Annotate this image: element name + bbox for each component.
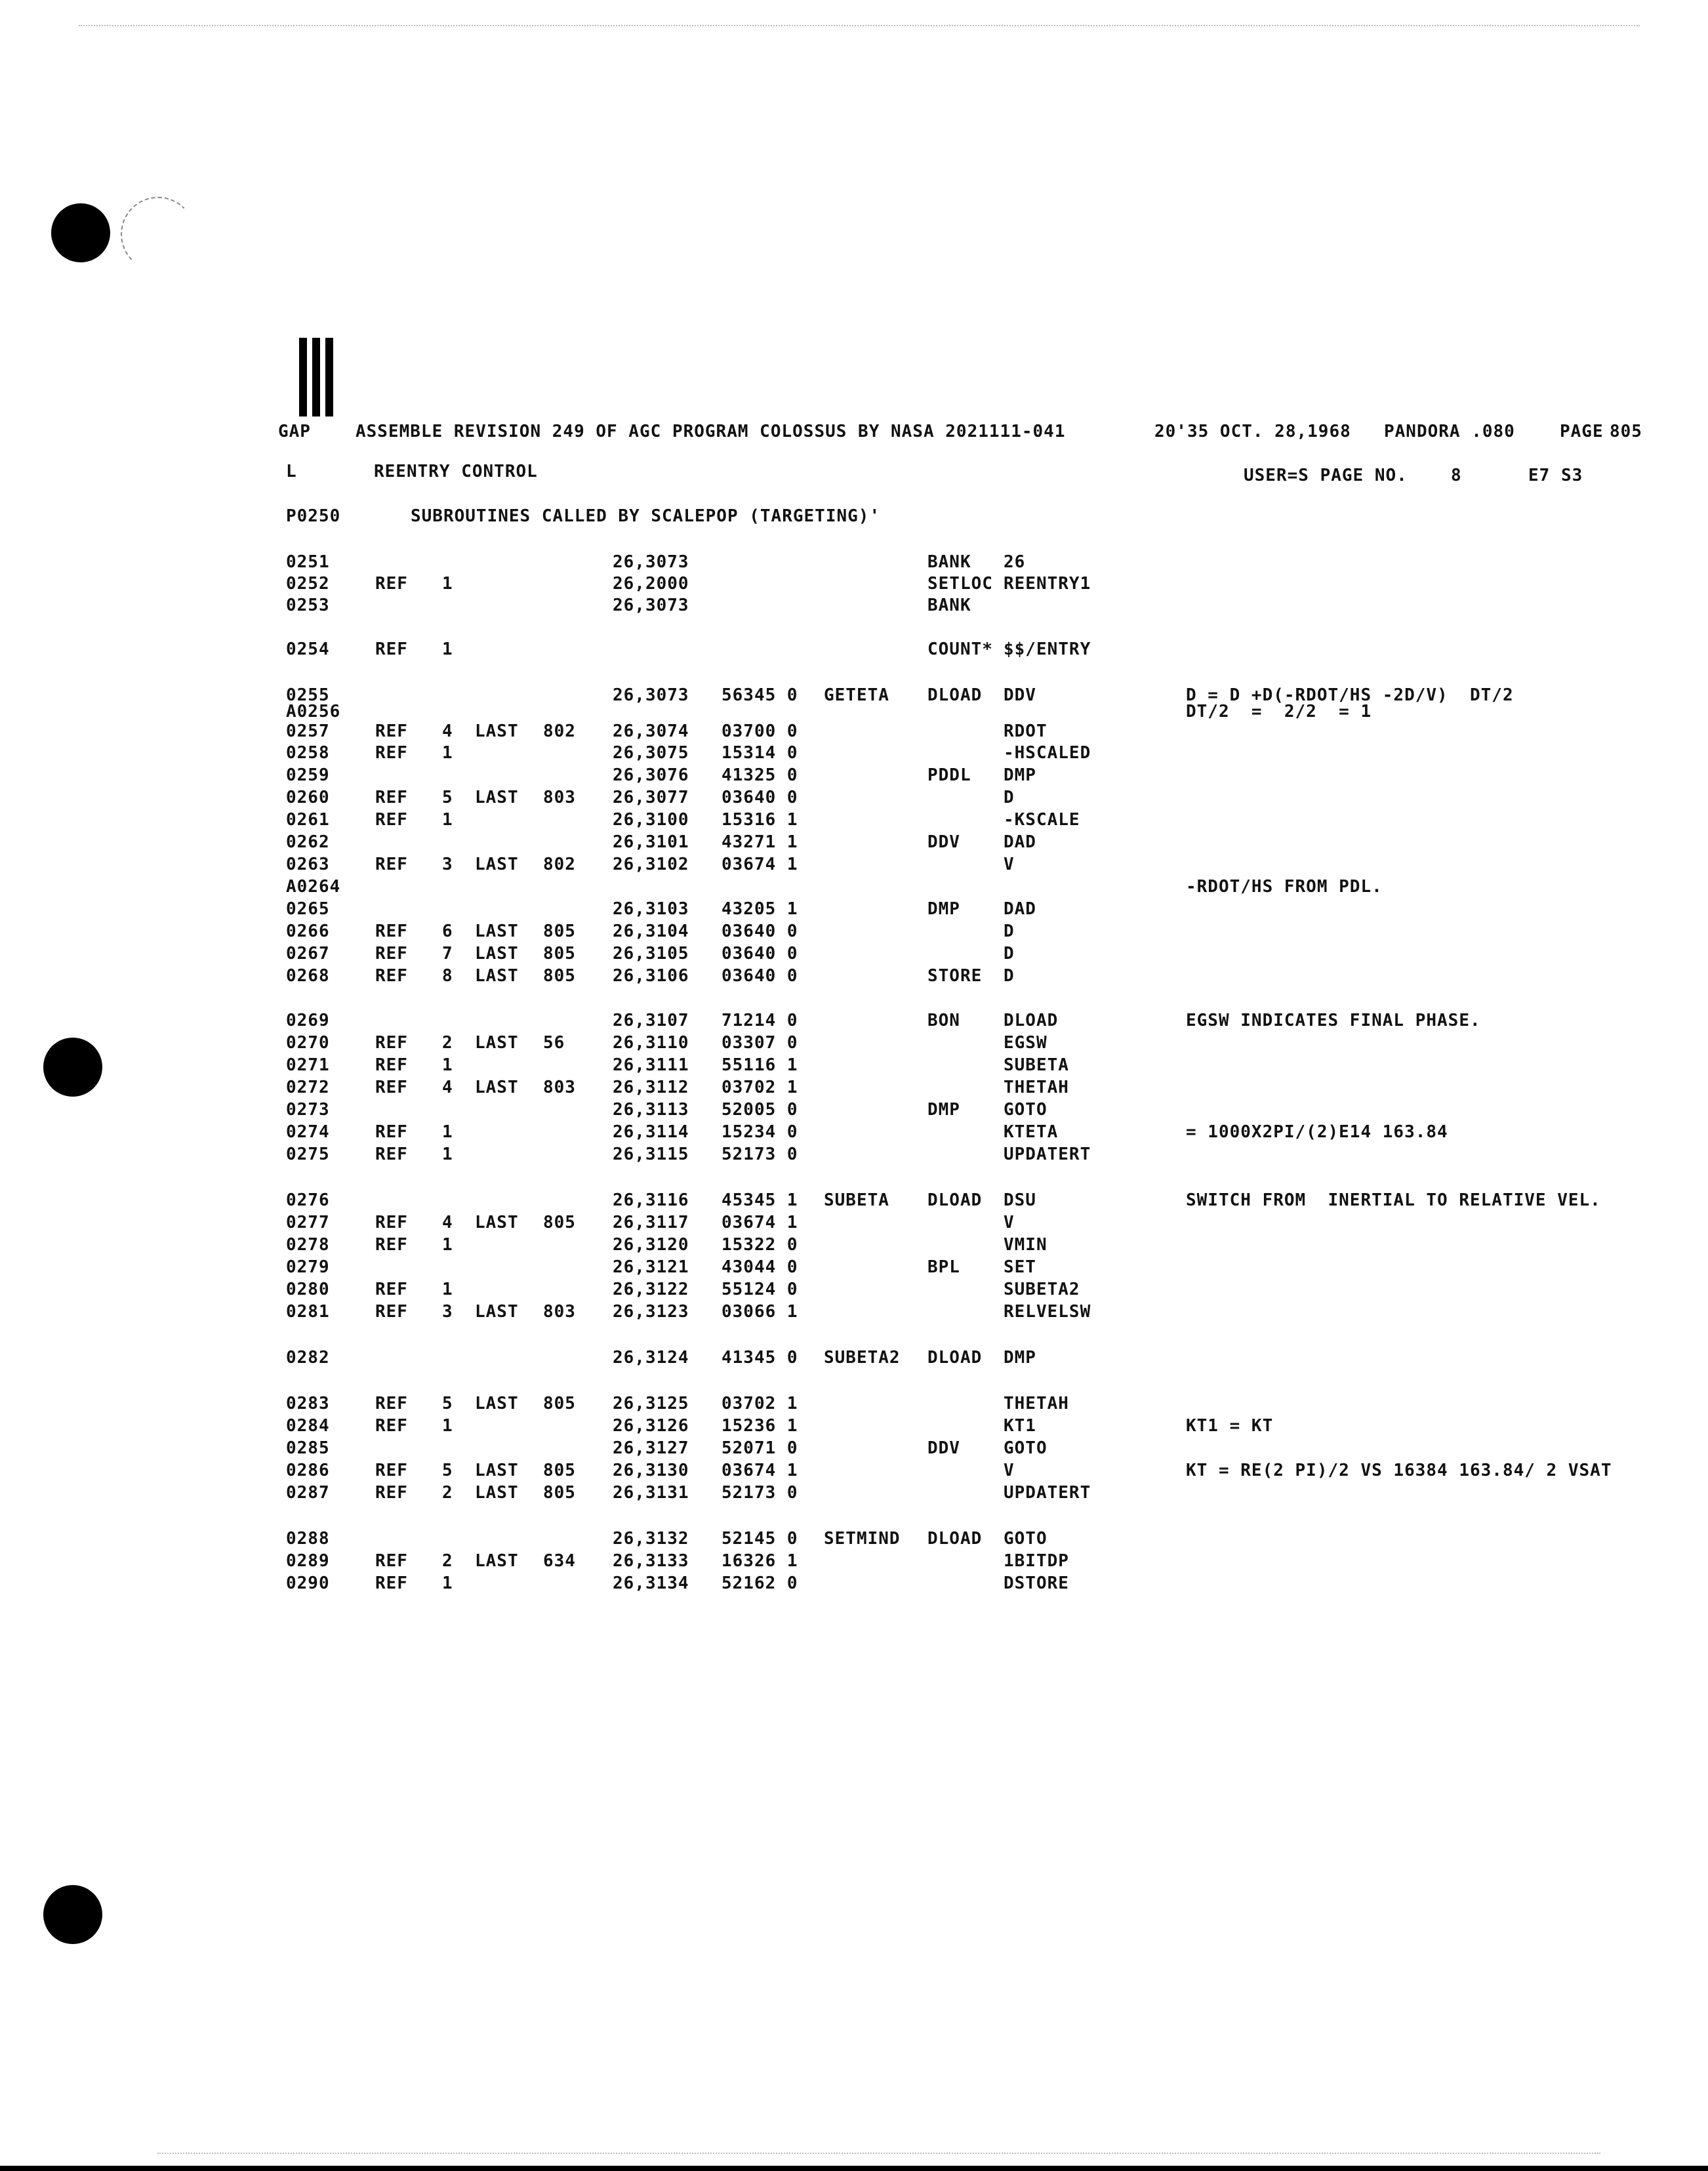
row-0260-object-code: 03640 0 <box>722 788 798 807</box>
row-0282-object-code: 41345 0 <box>722 1348 798 1368</box>
row-0254-opcode: COUNT* <box>927 639 993 659</box>
row-0281-last-page: 803 <box>543 1302 576 1322</box>
row-0286-comment: KT = RE(2 PI)/2 VS 16384 163.84/ 2 VSAT <box>1186 1461 1612 1480</box>
row-0266-last-page: 805 <box>543 922 576 941</box>
row-0273-operand: GOTO <box>1004 1100 1047 1120</box>
row-0270-line-number: 0270 <box>286 1033 330 1053</box>
row-0267-line-number: 0267 <box>286 944 330 964</box>
row-0267-ref-count: 7 <box>442 944 453 964</box>
row-0254-line-number: 0254 <box>286 639 330 659</box>
row-0284-comment: KT1 = KT <box>1186 1416 1274 1436</box>
row-0273-opcode: DMP <box>927 1100 960 1120</box>
row-0273-line-number: 0273 <box>286 1100 330 1120</box>
row-0278-line-number: 0278 <box>286 1235 330 1255</box>
row-0268-ref-keyword: REF <box>375 966 408 986</box>
row-0261-line-number: 0261 <box>286 810 330 830</box>
row-0289-object-code: 16326 1 <box>722 1551 798 1571</box>
row-0281-line-number: 0281 <box>286 1302 330 1322</box>
row-0270-address: 26,3110 <box>613 1033 689 1053</box>
row-0266-line-number: 0266 <box>286 922 330 941</box>
row-0272-line-number: 0272 <box>286 1078 330 1097</box>
row-0276-object-code: 45345 1 <box>722 1190 798 1210</box>
row-0261-ref-keyword: REF <box>375 810 408 830</box>
row-0267-ref-keyword: REF <box>375 944 408 964</box>
row-0270-object-code: 03307 0 <box>722 1033 798 1053</box>
row-0268-address: 26,3106 <box>613 966 689 986</box>
row-0262-operand: DAD <box>1004 832 1036 852</box>
row-0255-address: 26,3073 <box>613 685 689 705</box>
row-0257-last-keyword: LAST <box>475 721 519 741</box>
row-0260-last-page: 803 <box>543 788 576 807</box>
row-0259-address: 26,3076 <box>613 765 689 785</box>
row-0255-comment: D = D +D(-RDOT/HS -2D/V) DT/2 <box>1186 685 1514 705</box>
row-0272-ref-keyword: REF <box>375 1078 408 1097</box>
row-0279-address: 26,3121 <box>613 1257 689 1277</box>
row-0260-ref-keyword: REF <box>375 788 408 807</box>
row-0266-last-keyword: LAST <box>475 922 519 941</box>
row-0284-address: 26,3126 <box>613 1416 689 1436</box>
row-0287-line-number: 0287 <box>286 1483 330 1503</box>
row-0260-last-keyword: LAST <box>475 788 519 807</box>
row-A0256-line-number: A0256 <box>286 702 341 721</box>
row-0257-ref-count: 4 <box>442 721 453 741</box>
row-0251-line-number: 0251 <box>286 552 330 572</box>
row-0285-operand: GOTO <box>1004 1438 1047 1458</box>
row-0289-last-page: 634 <box>543 1551 576 1571</box>
row-0271-object-code: 55116 1 <box>722 1055 798 1075</box>
row-0271-ref-keyword: REF <box>375 1055 408 1075</box>
row-0270-operand: EGSW <box>1004 1033 1047 1053</box>
row-0257-ref-keyword: REF <box>375 721 408 741</box>
row-0276-opcode: DLOAD <box>927 1190 983 1210</box>
row-0265-object-code: 43205 1 <box>722 899 798 919</box>
row-0261-ref-count: 1 <box>442 810 453 830</box>
row-0276-comment: SWITCH FROM INERTIAL TO RELATIVE VEL. <box>1186 1190 1601 1210</box>
row-0271-operand: SUBETA <box>1004 1055 1069 1075</box>
row-0288-operand: GOTO <box>1004 1529 1047 1549</box>
row-0262-object-code: 43271 1 <box>722 832 798 852</box>
header-title: ASSEMBLE REVISION 249 OF AGC PROGRAM COLOSSUS BY NASA 2021111-041 <box>356 422 1066 441</box>
row-0278-object-code: 15322 0 <box>722 1235 798 1255</box>
row-0274-ref-keyword: REF <box>375 1122 408 1142</box>
row-0286-line-number: 0286 <box>286 1461 330 1480</box>
row-0257-address: 26,3074 <box>613 721 689 741</box>
registration-bar-1 <box>299 338 307 416</box>
row-0277-line-number: 0277 <box>286 1213 330 1232</box>
row-0268-last-page: 805 <box>543 966 576 986</box>
row-0269-opcode: BON <box>927 1011 960 1030</box>
row-0267-last-keyword: LAST <box>475 944 519 964</box>
row-0267-address: 26,3105 <box>613 944 689 964</box>
row-0257-object-code: 03700 0 <box>722 721 798 741</box>
row-0281-operand: RELVELSW <box>1004 1302 1091 1322</box>
row-0289-ref-count: 2 <box>442 1551 453 1571</box>
row-0284-operand: KT1 <box>1004 1416 1036 1436</box>
row-0274-operand: KTETA <box>1004 1122 1059 1142</box>
row-0283-operand: THETAH <box>1004 1394 1069 1413</box>
row-0289-ref-keyword: REF <box>375 1551 408 1571</box>
row-0287-last-keyword: LAST <box>475 1483 519 1503</box>
user-page-number: 8 <box>1451 466 1462 485</box>
row-0259-opcode: PDDL <box>927 765 971 785</box>
row-0287-address: 26,3131 <box>613 1483 689 1503</box>
row-0276-line-number: 0276 <box>286 1190 330 1210</box>
row-0253-line-number: 0253 <box>286 596 330 615</box>
row-0277-address: 26,3117 <box>613 1213 689 1232</box>
row-0259-object-code: 41325 0 <box>722 765 798 785</box>
row-0269-line-number: 0269 <box>286 1011 330 1030</box>
row-0262-line-number: 0262 <box>286 832 330 852</box>
row-0281-ref-count: 3 <box>442 1302 453 1322</box>
row-0269-comment: EGSW INDICATES FINAL PHASE. <box>1186 1011 1481 1030</box>
row-0281-object-code: 03066 1 <box>722 1302 798 1322</box>
row-0290-address: 26,3134 <box>613 1573 689 1593</box>
row-0252-operand: REENTRY1 <box>1004 574 1091 594</box>
row-0272-ref-count: 4 <box>442 1078 453 1097</box>
header-page-number: 805 <box>1610 422 1642 441</box>
row-0283-last-keyword: LAST <box>475 1394 519 1413</box>
row-0255-object-code: 56345 0 <box>722 685 798 705</box>
row-0281-last-keyword: LAST <box>475 1302 519 1322</box>
row-0271-address: 26,3111 <box>613 1055 689 1075</box>
row-0288-address: 26,3132 <box>613 1529 689 1549</box>
row-0285-object-code: 52071 0 <box>722 1438 798 1458</box>
row-0287-operand: UPDATERT <box>1004 1483 1091 1503</box>
row-0288-opcode: DLOAD <box>927 1529 983 1549</box>
row-0286-object-code: 03674 1 <box>722 1461 798 1480</box>
row-0272-object-code: 03702 1 <box>722 1078 798 1097</box>
row-0269-address: 26,3107 <box>613 1011 689 1030</box>
row-0276-operand: DSU <box>1004 1190 1036 1210</box>
row-0277-ref-count: 4 <box>442 1213 453 1232</box>
row-0260-operand: D <box>1004 788 1015 807</box>
row-0275-object-code: 52173 0 <box>722 1145 798 1164</box>
row-0280-line-number: 0280 <box>286 1280 330 1299</box>
row-A0256-comment: DT/2 = 2/2 = 1 <box>1186 702 1372 721</box>
row-0268-object-code: 03640 0 <box>722 966 798 986</box>
row-0252-opcode: SETLOC <box>927 574 993 594</box>
section-letter: L <box>286 462 297 481</box>
row-0270-ref-count: 2 <box>442 1033 453 1053</box>
row-0272-last-page: 803 <box>543 1078 576 1097</box>
row-0286-ref-keyword: REF <box>375 1461 408 1480</box>
row-0279-operand: SET <box>1004 1257 1036 1277</box>
row-0282-label: SUBETA2 <box>824 1348 901 1368</box>
row-0271-ref-count: 1 <box>442 1055 453 1075</box>
row-0284-ref-count: 1 <box>442 1416 453 1436</box>
row-0284-line-number: 0284 <box>286 1416 330 1436</box>
row-0274-ref-count: 1 <box>442 1122 453 1142</box>
row-0273-address: 26,3113 <box>613 1100 689 1120</box>
row-0279-opcode: BPL <box>927 1257 960 1277</box>
row-0289-operand: 1BITDP <box>1004 1551 1069 1571</box>
row-0280-address: 26,3122 <box>613 1280 689 1299</box>
row-0265-operand: DAD <box>1004 899 1036 919</box>
row-0272-address: 26,3112 <box>613 1078 689 1097</box>
row-0274-object-code: 15234 0 <box>722 1122 798 1142</box>
row-0286-last-page: 805 <box>543 1461 576 1480</box>
heading-text: SUBROUTINES CALLED BY SCALEPOP (TARGETING)' <box>411 506 881 526</box>
row-0265-line-number: 0265 <box>286 899 330 919</box>
header-mark: GAP <box>278 422 311 441</box>
row-0279-object-code: 43044 0 <box>722 1257 798 1277</box>
row-0285-opcode: DDV <box>927 1438 960 1458</box>
punch-hole-ring <box>121 197 195 272</box>
row-0267-object-code: 03640 0 <box>722 944 798 964</box>
row-0261-operand: -KSCALE <box>1004 810 1080 830</box>
row-0290-ref-keyword: REF <box>375 1573 408 1593</box>
row-0271-line-number: 0271 <box>286 1055 330 1075</box>
row-0262-opcode: DDV <box>927 832 960 852</box>
row-0254-ref-count: 1 <box>442 639 453 659</box>
row-0272-operand: THETAH <box>1004 1078 1069 1097</box>
row-0262-address: 26,3101 <box>613 832 689 852</box>
row-0278-ref-count: 1 <box>442 1235 453 1255</box>
row-0288-object-code: 52145 0 <box>722 1529 798 1549</box>
row-0287-last-page: 805 <box>543 1483 576 1503</box>
row-0267-last-page: 805 <box>543 944 576 964</box>
row-0281-ref-keyword: REF <box>375 1302 408 1322</box>
row-0268-last-keyword: LAST <box>475 966 519 986</box>
row-0277-operand: V <box>1004 1213 1015 1232</box>
row-0274-line-number: 0274 <box>286 1122 330 1142</box>
row-0258-address: 26,3075 <box>613 743 689 763</box>
row-0289-last-keyword: LAST <box>475 1551 519 1571</box>
row-0255-opcode: DLOAD <box>927 685 983 705</box>
row-0280-ref-keyword: REF <box>375 1280 408 1299</box>
row-0290-ref-count: 1 <box>442 1573 453 1593</box>
header-datetime: 20'35 OCT. 28,1968 <box>1154 422 1351 441</box>
row-0268-opcode: STORE <box>927 966 983 986</box>
section-title: REENTRY CONTROL <box>374 462 538 481</box>
row-0282-line-number: 0282 <box>286 1348 330 1368</box>
row-0290-object-code: 52162 0 <box>722 1573 798 1593</box>
row-0287-object-code: 52173 0 <box>722 1483 798 1503</box>
row-0275-address: 26,3115 <box>613 1145 689 1164</box>
row-0251-opcode: BANK <box>927 552 971 572</box>
row-0275-ref-keyword: REF <box>375 1145 408 1164</box>
row-0263-object-code: 03674 1 <box>722 855 798 874</box>
row-0258-ref-count: 1 <box>442 743 453 763</box>
row-0266-operand: D <box>1004 922 1015 941</box>
row-A0264-line-number: A0264 <box>286 877 341 897</box>
row-0273-object-code: 52005 0 <box>722 1100 798 1120</box>
heading-id: P0250 <box>286 506 341 526</box>
row-0277-last-page: 805 <box>543 1213 576 1232</box>
row-0284-object-code: 15236 1 <box>722 1416 798 1436</box>
row-0259-line-number: 0259 <box>286 765 330 785</box>
row-0269-object-code: 71214 0 <box>722 1011 798 1030</box>
punch-hole-middle <box>43 1038 102 1097</box>
row-0251-address: 26,3073 <box>613 552 689 572</box>
row-0254-operand: $$/ENTRY <box>1004 639 1091 659</box>
row-0284-ref-keyword: REF <box>375 1416 408 1436</box>
row-0263-last-keyword: LAST <box>475 855 519 874</box>
row-0257-operand: RDOT <box>1004 721 1047 741</box>
row-0258-operand: -HSCALED <box>1004 743 1091 763</box>
row-0283-ref-count: 5 <box>442 1394 453 1413</box>
row-0265-opcode: DMP <box>927 899 960 919</box>
row-0286-ref-count: 5 <box>442 1461 453 1480</box>
row-0251-operand: 26 <box>1004 552 1026 572</box>
row-0276-address: 26,3116 <box>613 1190 689 1210</box>
row-0287-ref-keyword: REF <box>375 1483 408 1503</box>
row-0252-address: 26,2000 <box>613 574 689 594</box>
row-0276-label: SUBETA <box>824 1190 889 1210</box>
row-0274-address: 26,3114 <box>613 1122 689 1142</box>
row-0282-address: 26,3124 <box>613 1348 689 1368</box>
row-0279-line-number: 0279 <box>286 1257 330 1277</box>
row-0255-label: GETETA <box>824 685 889 705</box>
punch-hole-top <box>51 203 110 262</box>
row-0277-object-code: 03674 1 <box>722 1213 798 1232</box>
row-0263-address: 26,3102 <box>613 855 689 874</box>
row-0252-ref-count: 1 <box>442 574 453 594</box>
row-0266-ref-keyword: REF <box>375 922 408 941</box>
row-0277-ref-keyword: REF <box>375 1213 408 1232</box>
scan-noise-bottom <box>157 2153 1600 2154</box>
row-0270-last-page: 56 <box>543 1033 565 1053</box>
row-0275-line-number: 0275 <box>286 1145 330 1164</box>
punch-hole-bottom <box>43 1885 102 1944</box>
row-0289-address: 26,3133 <box>613 1551 689 1571</box>
row-0288-label: SETMIND <box>824 1529 901 1549</box>
row-0252-ref-keyword: REF <box>375 574 408 594</box>
header-right-code: E7 S3 <box>1528 466 1583 485</box>
row-0268-ref-count: 8 <box>442 966 453 986</box>
row-0258-line-number: 0258 <box>286 743 330 763</box>
row-0267-operand: D <box>1004 944 1015 964</box>
row-0289-line-number: 0289 <box>286 1551 330 1571</box>
row-0252-line-number: 0252 <box>286 574 330 594</box>
row-0274-comment: = 1000X2PI/(2)E14 163.84 <box>1186 1122 1448 1142</box>
row-0260-line-number: 0260 <box>286 788 330 807</box>
row-0281-address: 26,3123 <box>613 1302 689 1322</box>
row-0261-object-code: 15316 1 <box>722 810 798 830</box>
row-0268-line-number: 0268 <box>286 966 330 986</box>
row-0282-operand: DMP <box>1004 1348 1036 1368</box>
row-0283-last-page: 805 <box>543 1394 576 1413</box>
row-0286-address: 26,3130 <box>613 1461 689 1480</box>
row-0277-last-keyword: LAST <box>475 1213 519 1232</box>
row-0260-ref-count: 5 <box>442 788 453 807</box>
row-0253-address: 26,3073 <box>613 596 689 615</box>
row-0278-address: 26,3120 <box>613 1235 689 1255</box>
row-0290-line-number: 0290 <box>286 1573 330 1593</box>
row-0263-line-number: 0263 <box>286 855 330 874</box>
user-page-label: USER=S PAGE NO. <box>1244 466 1408 485</box>
row-0278-operand: VMIN <box>1004 1235 1047 1255</box>
row-0261-address: 26,3100 <box>613 810 689 830</box>
row-A0264-comment: -RDOT/HS FROM PDL. <box>1186 877 1383 897</box>
row-0257-last-page: 802 <box>543 721 576 741</box>
row-0266-object-code: 03640 0 <box>722 922 798 941</box>
header-system: PANDORA .080 <box>1384 422 1515 441</box>
row-0263-operand: V <box>1004 855 1015 874</box>
row-0286-last-keyword: LAST <box>475 1461 519 1480</box>
row-0288-line-number: 0288 <box>286 1529 330 1549</box>
row-0269-operand: DLOAD <box>1004 1011 1059 1030</box>
row-0263-ref-keyword: REF <box>375 855 408 874</box>
registration-bar-2 <box>312 338 320 416</box>
row-0272-last-keyword: LAST <box>475 1078 519 1097</box>
row-0280-operand: SUBETA2 <box>1004 1280 1080 1299</box>
scan-noise-top <box>79 25 1640 26</box>
row-0265-address: 26,3103 <box>613 899 689 919</box>
row-0270-ref-keyword: REF <box>375 1033 408 1053</box>
row-0268-operand: D <box>1004 966 1015 986</box>
row-0270-last-keyword: LAST <box>475 1033 519 1053</box>
row-0283-line-number: 0283 <box>286 1394 330 1413</box>
row-0266-address: 26,3104 <box>613 922 689 941</box>
row-0282-opcode: DLOAD <box>927 1348 983 1368</box>
row-0259-operand: DMP <box>1004 765 1036 785</box>
row-0260-address: 26,3077 <box>613 788 689 807</box>
row-0286-operand: V <box>1004 1461 1015 1480</box>
row-0255-line-number: 0255 <box>286 685 330 705</box>
row-0258-ref-keyword: REF <box>375 743 408 763</box>
registration-bar-3 <box>325 338 333 416</box>
row-0263-last-page: 802 <box>543 855 576 874</box>
row-0275-ref-count: 1 <box>442 1145 453 1164</box>
row-0263-ref-count: 3 <box>442 855 453 874</box>
row-0280-ref-count: 1 <box>442 1280 453 1299</box>
row-0258-object-code: 15314 0 <box>722 743 798 763</box>
header-page-label: PAGE <box>1560 422 1604 441</box>
row-0285-address: 26,3127 <box>613 1438 689 1458</box>
row-0254-ref-keyword: REF <box>375 639 408 659</box>
row-0255-operand: DDV <box>1004 685 1036 705</box>
row-0287-ref-count: 2 <box>442 1483 453 1503</box>
row-0278-ref-keyword: REF <box>375 1235 408 1255</box>
row-0283-object-code: 03702 1 <box>722 1394 798 1413</box>
row-0275-operand: UPDATERT <box>1004 1145 1091 1164</box>
row-0257-line-number: 0257 <box>286 721 330 741</box>
row-0283-ref-keyword: REF <box>375 1394 408 1413</box>
row-0285-line-number: 0285 <box>286 1438 330 1458</box>
row-0266-ref-count: 6 <box>442 922 453 941</box>
row-0253-opcode: BANK <box>927 596 971 615</box>
row-0283-address: 26,3125 <box>613 1394 689 1413</box>
scan-bottom-edge <box>0 2166 1708 2171</box>
row-0290-operand: DSTORE <box>1004 1573 1069 1593</box>
row-0280-object-code: 55124 0 <box>722 1280 798 1299</box>
